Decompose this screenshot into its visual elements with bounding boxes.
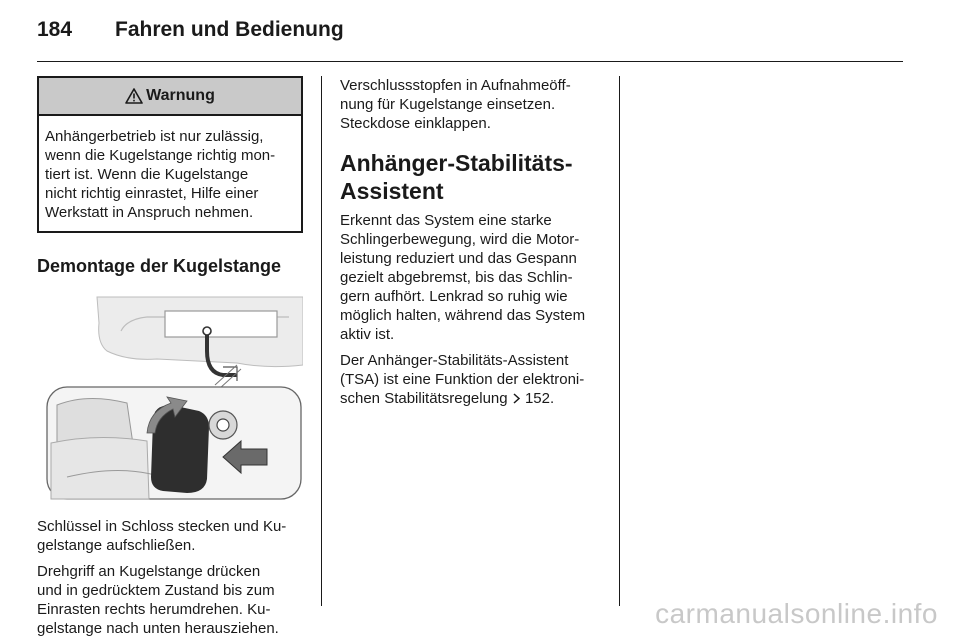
text-line: gern aufhört. Lenkrad so ruhig wie — [340, 288, 568, 305]
tow-bar-illustration — [37, 293, 303, 505]
page-reference-arrow-icon[interactable] — [512, 393, 521, 404]
watermark: carmanualsonline.info — [655, 598, 938, 629]
text-line: Erkennt das System eine starke — [340, 212, 552, 229]
warning-header — [39, 78, 301, 116]
warning-line: nicht richtig einrastet, Hilfe einer — [45, 185, 259, 202]
text-line: (TSA) ist eine Funktion der elektroni- — [340, 371, 585, 388]
paragraph — [340, 76, 605, 133]
paragraph — [340, 211, 605, 344]
text-line: schen Stabilitätsregelung — [340, 390, 508, 407]
page-number: 184 — [37, 18, 73, 41]
section-heading-demontage: Demontage der Kugelstange — [37, 256, 282, 276]
section-heading-tsa — [340, 149, 605, 205]
warning-title: Warnung — [146, 87, 215, 104]
column-left — [37, 76, 303, 638]
warning-box — [37, 76, 303, 233]
text-line: und in gedrücktem Zustand bis zum — [37, 582, 275, 599]
warning-text — [39, 116, 301, 231]
warning-line: wenn die Kugelstange richtig mon- — [45, 147, 276, 164]
paragraph — [37, 562, 303, 638]
warning-line: Werkstatt in Anspruch nehmen. — [45, 204, 254, 221]
text-line: aktiv ist. — [340, 326, 395, 343]
warning-line: tiert ist. Wenn die Kugelstange — [45, 166, 249, 183]
text-line: leistung reduziert und das Gespann — [340, 250, 577, 267]
text-line: Steckdose einklappen. — [340, 115, 491, 132]
warning-triangle-icon — [125, 88, 143, 104]
column-divider — [619, 76, 620, 606]
column-middle — [340, 76, 605, 408]
text-line: möglich halten, während das System — [340, 307, 586, 324]
text-line: Drehgriff an Kugelstange drücken — [37, 563, 261, 580]
text-line: Schlüssel in Schloss stecken und Ku- — [37, 518, 287, 535]
text-line: Verschlussstopfen in Aufnahmeöff- — [340, 77, 571, 94]
text-line: Einrasten rechts herumdrehen. Ku- — [37, 601, 271, 618]
header-rule — [37, 61, 903, 62]
heading-line: Anhänger-Stabilitäts- — [340, 150, 573, 176]
text-line: Der Anhänger-Stabilitäts-Assistent — [340, 352, 569, 369]
text-line: Schlingerbewegung, wird die Motor- — [340, 231, 580, 248]
text-line: nung für Kugelstange einsetzen. — [340, 96, 556, 113]
text-line: gezielt abgebremst, bis das Schlin- — [340, 269, 573, 286]
column-divider — [321, 76, 322, 606]
page-reference-link[interactable]: 152. — [524, 390, 555, 407]
paragraph — [37, 517, 303, 555]
heading-line: Assistent — [340, 178, 444, 204]
warning-line: Anhängerbetrieb ist nur zulässig, — [45, 128, 264, 145]
text-line: gelstange aufschließen. — [37, 537, 196, 554]
page-title: Fahren und Bedienung — [115, 18, 344, 41]
text-line: gelstange nach unten herausziehen. — [37, 620, 279, 637]
paragraph — [340, 351, 605, 408]
